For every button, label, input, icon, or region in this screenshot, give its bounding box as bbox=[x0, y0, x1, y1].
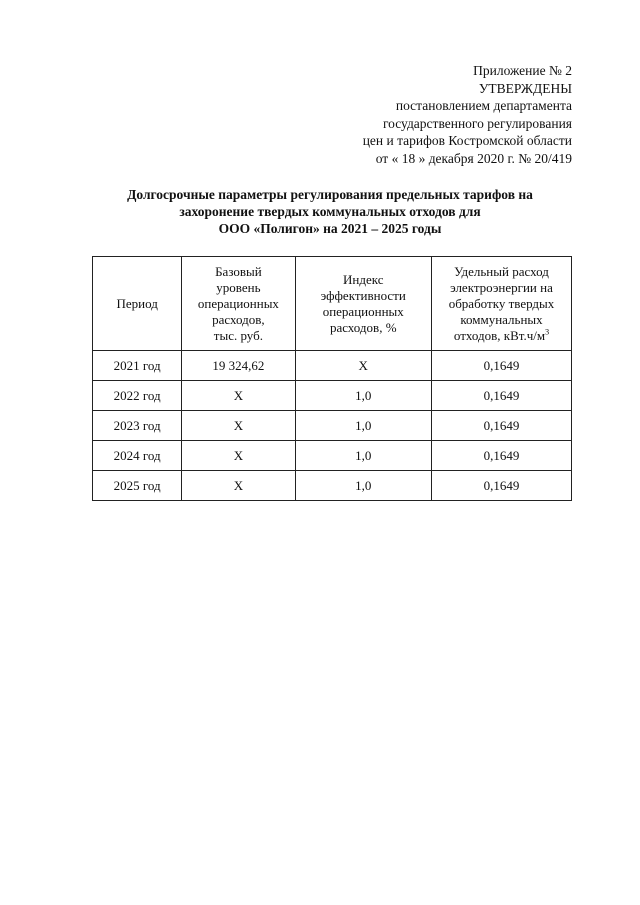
cell-index: Х bbox=[295, 351, 431, 381]
cell-index: 1,0 bbox=[295, 471, 431, 501]
title-line: ООО «Полигон» на 2021 – 2025 годы bbox=[218, 221, 442, 236]
cell-period: 2023 год bbox=[93, 411, 182, 441]
header-energy-consumption bbox=[431, 257, 571, 351]
cell-energy: 0,1649 bbox=[431, 351, 571, 381]
cell-energy: 0,1649 bbox=[431, 381, 571, 411]
cell-energy: 0,1649 bbox=[431, 411, 571, 441]
cell-index: 1,0 bbox=[295, 381, 431, 411]
header-period-label: Период bbox=[116, 295, 158, 311]
parameters-table bbox=[92, 256, 572, 501]
cell-index: 1,0 bbox=[295, 441, 431, 471]
approval-block bbox=[242, 62, 572, 167]
header-base-label: Базовый уровень операционных расходов, тыс. руб. bbox=[197, 263, 279, 343]
approved-label: УТВЕРЖДЕНЫ bbox=[478, 80, 572, 96]
title-line: захоронение твердых коммунальных отходов для bbox=[179, 204, 481, 219]
cell-period: 2024 год bbox=[93, 441, 182, 471]
approval-line: государственного регулирования bbox=[382, 115, 572, 131]
cell-base: 19 324,62 bbox=[182, 351, 295, 381]
header-energy-text: Удельный расход электроэнергии на обработку твердых коммунальных отходов, кВт.ч/м bbox=[448, 263, 555, 343]
table-row bbox=[93, 411, 572, 441]
header-base-level bbox=[182, 257, 295, 351]
table-row bbox=[93, 441, 572, 471]
annex-label: Приложение № 2 bbox=[473, 63, 572, 78]
header-period bbox=[93, 257, 182, 351]
header-efficiency-index bbox=[295, 257, 431, 351]
cell-energy: 0,1649 bbox=[431, 471, 571, 501]
table-header-row bbox=[93, 257, 572, 351]
header-energy-superscript: 3 bbox=[545, 327, 550, 337]
cell-index: 1,0 bbox=[295, 411, 431, 441]
cell-base: Х bbox=[182, 441, 295, 471]
title-line: Долгосрочные параметры регулирования предельных тарифов на bbox=[127, 187, 533, 202]
table-row bbox=[93, 381, 572, 411]
cell-period: 2021 год bbox=[93, 351, 182, 381]
cell-base: Х bbox=[182, 381, 295, 411]
approval-line: цен и тарифов Костромской области bbox=[362, 133, 572, 148]
cell-energy: 0,1649 bbox=[431, 441, 571, 471]
header-energy-label bbox=[436, 264, 567, 344]
approval-date-line: от « 18 » декабря 2020 г. № 20/419 bbox=[375, 150, 572, 166]
cell-base: Х bbox=[182, 411, 295, 441]
table-row bbox=[93, 351, 572, 381]
cell-period: 2025 год bbox=[93, 471, 182, 501]
approval-line: постановлением департамента bbox=[395, 98, 572, 113]
cell-base: Х bbox=[182, 471, 295, 501]
table-row bbox=[93, 471, 572, 501]
header-index-label: Индекс эффективности операционных расходов, % bbox=[320, 271, 406, 335]
document-title bbox=[60, 186, 600, 237]
cell-period: 2022 год bbox=[93, 381, 182, 411]
